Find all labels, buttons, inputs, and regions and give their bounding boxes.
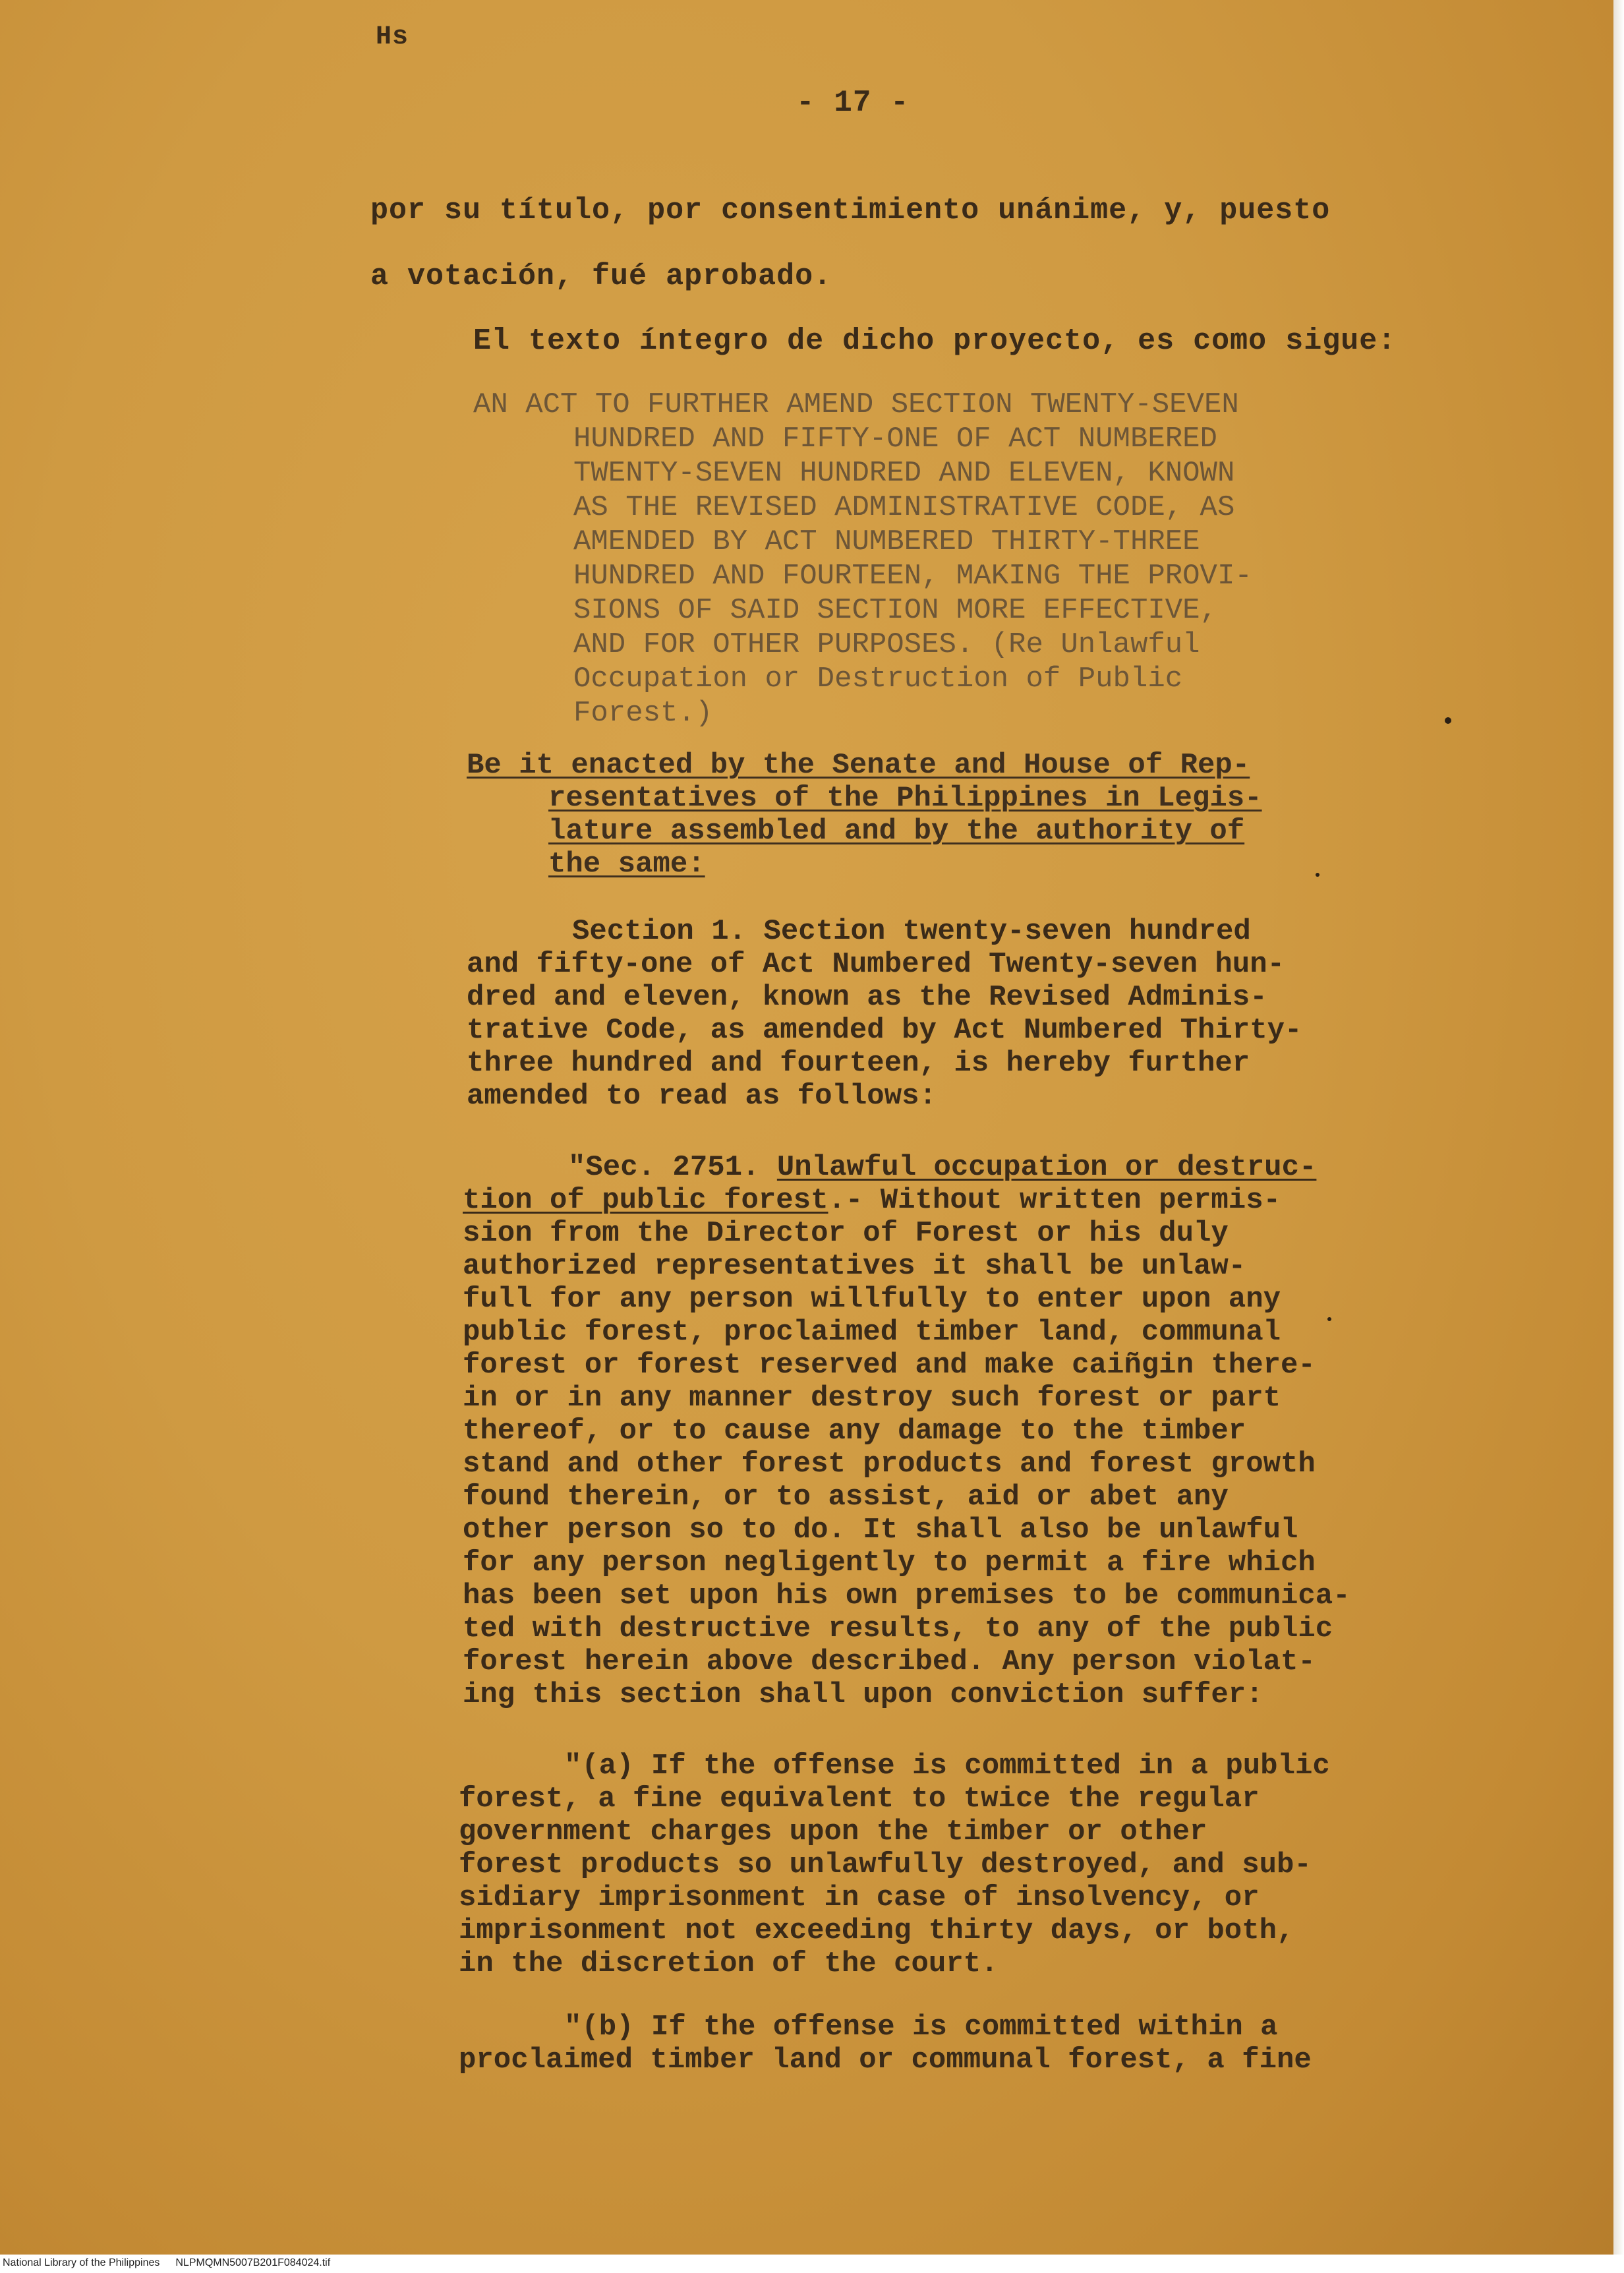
- act-title-line: AND FOR OTHER PURPOSES. (Re Unlawful: [573, 628, 1200, 661]
- paragraph-a-line: government charges upon the timber or other: [459, 1815, 1207, 1848]
- act-title-line: AN ACT TO FURTHER AMEND SECTION TWENTY-SEVEN: [473, 388, 1239, 421]
- section-1-line: amended to read as follows:: [467, 1080, 937, 1113]
- paragraph-b-line: proclaimed timber land or communal forest, a fine: [459, 2044, 1312, 2077]
- paragraph-b-line: "(b) If the offense is committed within a: [564, 2011, 1278, 2044]
- section-1-line: dred and eleven, known as the Revised Adminis-: [467, 981, 1267, 1014]
- section-1-line: three hundred and fourteen, is hereby further: [467, 1047, 1250, 1080]
- section-2751-text: .- Without written permis-: [828, 1184, 1281, 1217]
- enacting-clause-line: the same:: [548, 848, 705, 881]
- section-2751-line: found therein, or to assist, aid or abet any: [463, 1481, 1229, 1514]
- act-title-line: TWENTY-SEVEN HUNDRED AND ELEVEN, KNOWN: [573, 457, 1235, 490]
- section-1-line: Section 1. Section twenty-seven hundred: [572, 915, 1251, 948]
- section-2751-line: forest herein above described. Any person violat-: [463, 1645, 1316, 1678]
- act-title-line: AS THE REVISED ADMINISTRATIVE CODE, AS: [573, 491, 1235, 524]
- section-2751-line: ted with destructive results, to any of the public: [463, 1612, 1333, 1645]
- section-2751-line: full for any person willfully to enter upon any: [463, 1283, 1281, 1316]
- section-2751-line: other person so to do. It shall also be unlawful: [463, 1514, 1298, 1547]
- paragraph-b: [459, 2011, 1312, 2077]
- typist-initials: Hs: [376, 22, 409, 52]
- section-2751-heading: Unlawful occupation or destruc-: [776, 1151, 1317, 1184]
- enacting-clause: [467, 749, 1262, 881]
- section-2751-line: thereof, or to cause any damage to the timber: [463, 1415, 1246, 1448]
- section-2751-lead: "Sec. 2751.: [568, 1151, 777, 1184]
- section-2751-line: sion from the Director of Forest or his duly: [463, 1217, 1229, 1250]
- act-title-line: HUNDRED AND FIFTY-ONE OF ACT NUMBERED: [573, 423, 1217, 456]
- ink-speck: [1316, 873, 1320, 877]
- section-2751-line: has been set upon his own premises to be communica-: [463, 1579, 1350, 1612]
- paragraph-a-line: imprisonment not exceeding thirty days, or both,: [459, 1914, 1294, 1947]
- section-2751-line: in or in any manner destroy such forest or part: [463, 1382, 1281, 1415]
- act-title-line: Occupation or Destruction of Public: [573, 663, 1183, 695]
- enacting-clause-line: lature assembled and by the authority of: [548, 815, 1245, 848]
- section-2751-heading: tion of public forest: [463, 1184, 828, 1217]
- enacting-clause-line: Be it enacted by the Senate and House of Rep-: [467, 749, 1250, 782]
- spanish-line-2: a votación, fué aprobado.: [370, 260, 832, 293]
- enacting-clause-line: resentatives of the Philippines in Legis-: [548, 782, 1262, 815]
- paragraph-a-line: forest, a fine equivalent to twice the regular: [459, 1783, 1260, 1815]
- act-title-line: HUNDRED AND FOURTEEN, MAKING THE PROVI-: [573, 560, 1252, 593]
- section-2751-line: for any person negligently to permit a fire which: [463, 1547, 1316, 1579]
- section-2751: [463, 1151, 1350, 1711]
- act-title-line: AMENDED BY ACT NUMBERED THIRTY-THREE: [573, 525, 1200, 558]
- scan-credit: [3, 2257, 330, 2269]
- paragraph-a-line: sidiary imprisonment in case of insolvency, or: [459, 1881, 1260, 1914]
- act-title-line: SIONS OF SAID SECTION MORE EFFECTIVE,: [573, 594, 1217, 627]
- section-2751-line: stand and other forest products and forest growth: [463, 1448, 1316, 1481]
- section-1: [467, 915, 1302, 1113]
- spanish-line-1: por su título, por consentimiento unánime, y, puesto: [370, 194, 1331, 227]
- section-2751-line: public forest, proclaimed timber land, communal: [463, 1316, 1281, 1349]
- spanish-line-3: El texto íntegro de dicho proyecto, es como sigue:: [473, 324, 1397, 358]
- paragraph-a-line: forest products so unlawfully destroyed, and sub-: [459, 1848, 1312, 1881]
- paragraph-a-line: in the discretion of the court.: [459, 1947, 999, 1980]
- act-title: [473, 388, 1252, 730]
- section-2751-line: ing this section shall upon conviction suffer:: [463, 1678, 1263, 1711]
- section-1-line: and fifty-one of Act Numbered Twenty-seven hun-: [467, 948, 1285, 981]
- paragraph-a: [459, 1750, 1330, 1980]
- section-2751-line: authorized representatives it shall be unlaw-: [463, 1250, 1246, 1283]
- ink-speck: [1327, 1317, 1331, 1321]
- scan-margin-right: [1613, 0, 1624, 2273]
- page-number: - 17 -: [796, 86, 910, 120]
- scan-credit-filename: NLPMQMN5007B201F084024.tif: [175, 2257, 331, 2268]
- paragraph-a-line: "(a) If the offense is committed in a public: [564, 1750, 1330, 1783]
- section-2751-line: forest or forest reserved and make caiñgin there-: [463, 1349, 1316, 1382]
- ink-speck: [1445, 717, 1451, 724]
- scan-credit-institution: National Library of the Philippines: [3, 2257, 160, 2268]
- section-1-line: trative Code, as amended by Act Numbered Thirty-: [467, 1014, 1302, 1047]
- act-title-line: Forest.): [573, 697, 713, 730]
